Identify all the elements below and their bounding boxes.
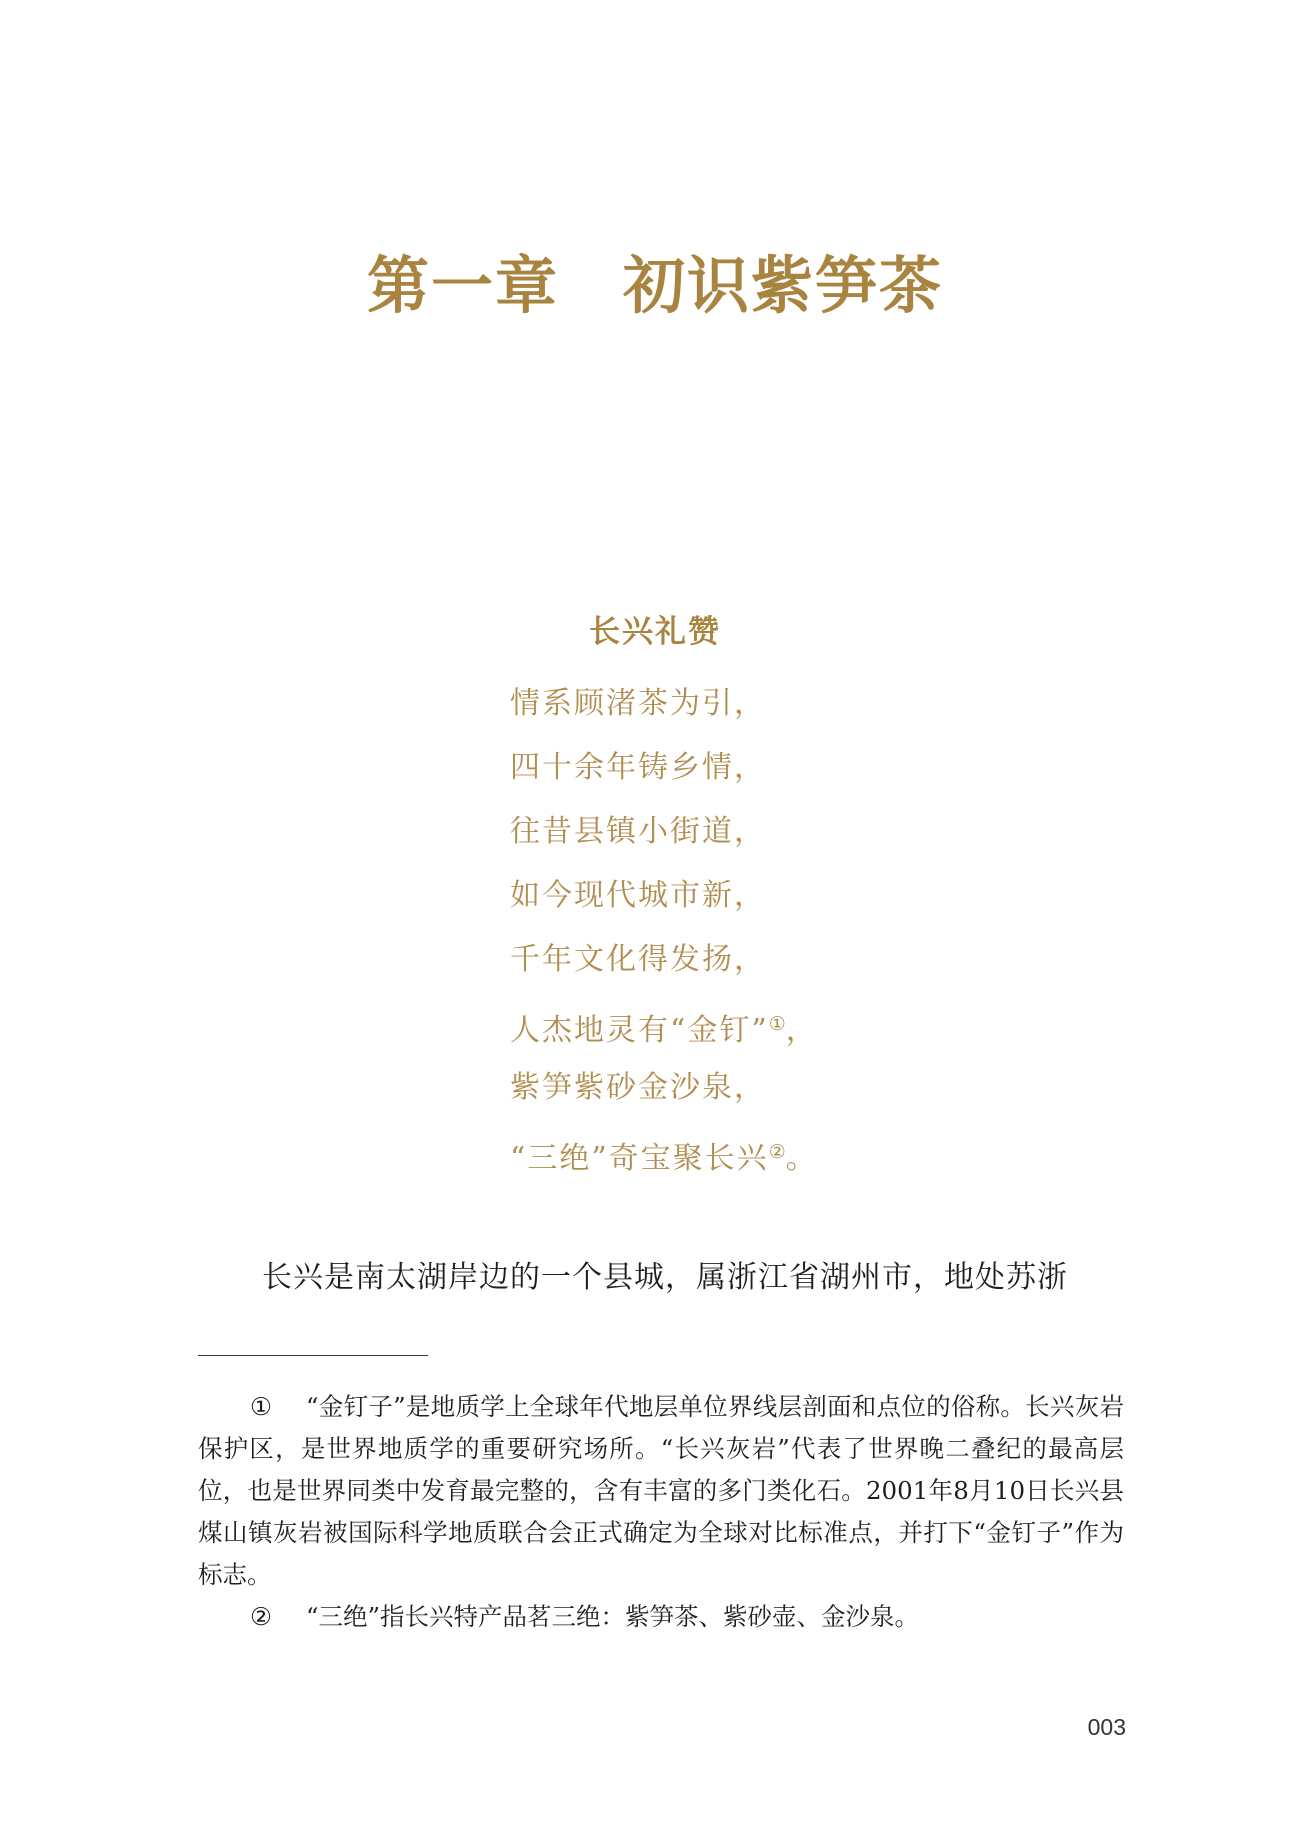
poem-line-text: 如今现代城市新， <box>510 878 766 913</box>
poem-line <box>510 1056 818 1120</box>
footnote-text: “三绝”指长兴特产品茗三绝：紫笋茶、紫砂壶、金沙泉。 <box>306 1602 920 1631</box>
footnote-divider <box>198 1355 428 1356</box>
poem-line <box>510 1120 818 1184</box>
footnote-ref[interactable]: ② <box>768 1141 786 1163</box>
footnote <box>198 1596 1124 1638</box>
page-number: 003 <box>1087 1714 1126 1740</box>
poem-line-text: 往昔县镇小街道， <box>510 814 766 849</box>
body-paragraph: 长兴是南太湖岸边的一个县城，属浙江省湖州市，地处苏浙 <box>262 1260 1068 1295</box>
footnote <box>198 1386 1124 1596</box>
poem <box>510 672 818 1184</box>
poem-line <box>510 800 818 864</box>
poem-line-text: 人杰地灵有“金钉” <box>510 1013 769 1048</box>
poem-line-text: 紫笋紫砂金沙泉， <box>510 1070 766 1105</box>
footnote-marker: ② <box>250 1602 272 1631</box>
footnote-text: “金钉子”是地质学上全球年代地层单位界线层剖面和点位的俗称。长兴灰岩保护区，是世界地质学的重要研究场所。“长兴灰岩”代表了世界晚二叠纪的最高层位，也是世界同类中发育最完整的，含有丰富的多门类化石。2001年8月10日长兴县煤山镇灰岩被国际科学地质联合会正式确定为全球对比标准点，并打下“金钉子”作为标志。 <box>198 1392 1124 1589</box>
poem-line-punctuation: ， <box>785 1013 818 1048</box>
poem-line <box>510 736 818 800</box>
poem-line <box>510 864 818 928</box>
poem-line-punctuation: 。 <box>785 1141 818 1176</box>
poem-line <box>510 672 818 736</box>
poem-line-text: “三绝”奇宝聚长兴 <box>510 1141 769 1176</box>
footnotes <box>198 1386 1124 1638</box>
poem-line <box>510 928 818 992</box>
poem-line-text: 四十余年铸乡情， <box>510 750 766 785</box>
poem-line-text: 千年文化得发扬， <box>510 942 766 977</box>
chapter-title: 第一章 初识紫笋茶 <box>366 249 943 322</box>
poem-line <box>510 992 818 1056</box>
footnote-ref[interactable]: ① <box>768 1013 786 1035</box>
footnote-marker: ① <box>250 1392 272 1421</box>
poem-line-text: 情系顾渚茶为引， <box>510 686 766 721</box>
poem-title: 长兴礼赞 <box>589 614 721 650</box>
